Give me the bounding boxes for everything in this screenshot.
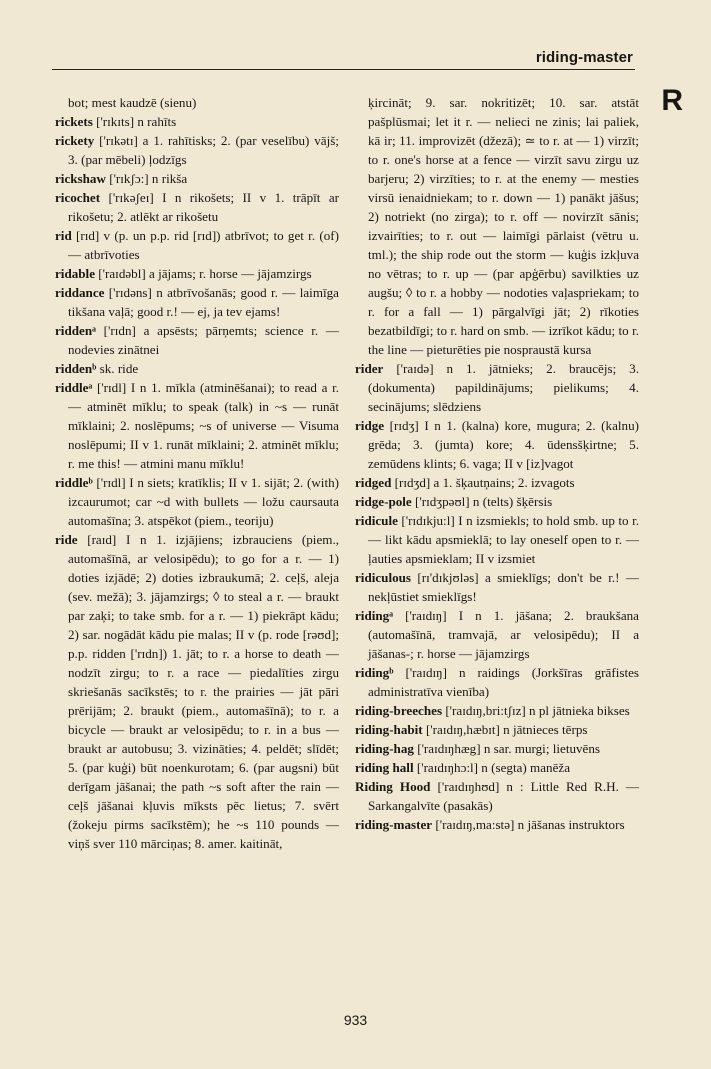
- headword: riddance: [55, 285, 105, 300]
- entry-riddance: riddance ['rɪdəns] n atbrīvošanās; good r. — laimīga tikšana vaļā; good r.! — ej, ja tev ejams!: [55, 285, 339, 319]
- continuation-text: ķircināt; 9. sar. nokritizēt; 10. sar. atstāt pašplūsmai; let it r. — nelieci ne zinis; lai paliek, kā ir; 11. improvizēt (džezā); ≃ to r. at — 1) virzīt; to r. one's horse at a fence — virzīt savu zirgu uz barjeru; 2) virzīties; to r. at the enemy — mesties virsū ienaidniekam; to r. down — 1) panākt jāšus; 2) notriekt (no zirga); to r. off — novirzīt sānis; izvairīties; to r. out — laimīgi pārlaist (vētru u. tml.); the ship rode out the storm — kuģis izkļuva no vētras; to r. up — (par apģērbu) savilkties uz augšu; ◊ to r. a hobby — nodoties vaļaspriekam; to r. for a fall — 1) pārgalvīgi jāt; 2) rīkoties bezatbildīgi; to r. hard on smb. — izrīkot kādu; to r. the line — pieturēties pie nospraustā kursa: [368, 95, 639, 357]
- entry-ridge-pole: ridge-pole ['rɪdʒpəʊl] n (telts) šķērsis: [355, 494, 553, 509]
- headword: rickety: [55, 133, 95, 148]
- header-rule: [52, 69, 635, 70]
- entry-riding-habit: riding-habit ['raɪdɪŋ,hæbɪt] n jātnieces tērps: [355, 722, 588, 737]
- headword: Riding Hood: [355, 779, 431, 794]
- entry-ridable: ridable ['raɪdəbl] a jājams; r. horse — jājamzirgs: [55, 266, 312, 281]
- left-column: [55, 93, 339, 853]
- headword: ridiculous: [355, 570, 412, 585]
- headword: rider: [355, 361, 384, 376]
- entry-riding-b: ridingᵇ ['raɪdɪŋ] n raidings (Jorkšīras grāfistes administratīva vienība): [355, 665, 639, 699]
- entry-riding-master: riding-master ['raɪdɪŋ,ma:stə] n jāšanas instruktors: [355, 817, 625, 832]
- entry-riding-a: ridingᵃ ['raɪdɪŋ] I n 1. jāšana; 2. braukšana (automašīnā, tramvajā, ar velosipēdu); II a jāšanas-; r. horse — jājamzirgs: [355, 608, 639, 661]
- entry-riddle-a: riddleᵃ ['rɪdl] I n 1. mīkla (atminēšanai); to read a r. — atminēt mīklu; to speak (talk) in ~s — runāt mīklaini; 2. noslēpums; ~s of universe — Visuma noslēpumi; II v 1. runāt mīklaini; 2. atminēt mīklu; r. me this! — atmini manu mīklu!: [55, 380, 339, 471]
- entry-rider: rider ['raɪdə] n 1. jātnieks; 2. braucējs; 3. (dokumenta) papildinājums; pielikums; 4. secinājums; slēdziens: [355, 361, 639, 414]
- entry-rickshaw: rickshaw ['rɪkʃɔ:] n rikša: [55, 171, 188, 186]
- page-number: 933: [343, 1012, 368, 1028]
- continuation-text: bot; mest kaudzē (sienu): [68, 95, 197, 110]
- entry-ridden-a: riddenᵃ ['rɪdn] a apsēsts; pārņemts; science r. — nodevies zinātnei: [55, 323, 339, 357]
- headword: ricochet: [55, 190, 101, 205]
- running-head: riding-master: [535, 49, 633, 66]
- entry-ridden-b: riddenᵇ sk. ride: [55, 361, 139, 376]
- headword: riding-hag: [355, 741, 414, 756]
- entry-riding-breeches: riding-breeches ['raɪdɪŋ,bri:tʃɪz] n pl jātnieka bikses: [355, 703, 630, 718]
- headword: riddleᵃ: [55, 380, 93, 395]
- headword: riding hall: [355, 760, 414, 775]
- entry-riding-hood: Riding Hood ['raɪdɪŋhʊd] n : Little Red R.H. — Sarkangalvīte (pasakās): [355, 779, 639, 813]
- entry-ridicule: ridicule ['rɪdɪkju:l] I n izsmiekls; to hold smb. up to r. — likt kādu apsmieklā; to lay oneself open to r. — ļauties apsmieklam; II v izsmiet: [355, 513, 639, 566]
- headword: ridingᵇ: [355, 665, 394, 680]
- entry-rickets: rickets ['rɪkɪts] n rahīts: [55, 114, 177, 129]
- thumb-index-letter: R: [661, 84, 683, 117]
- headword: ridge: [355, 418, 385, 433]
- headword: ridingᵃ: [355, 608, 394, 623]
- headword: rickets: [55, 114, 93, 129]
- headword: rid: [55, 228, 72, 243]
- entry-riddle-b: riddleᵇ ['rɪdl] I n siets; kratīklis; II v 1. sijāt; 2. (with) izcaurumot; car ~d with bullets — ložu caursauta automašīna; 3. atspēkot (piem., teoriju): [55, 475, 339, 528]
- entry-riding-hag: riding-hag ['raɪdɪŋhæg] n sar. murgi; lietuvēns: [355, 741, 600, 756]
- headword: ridge-pole: [355, 494, 412, 509]
- entry-ridged: ridged [rɪdʒd] a 1. šķautņains; 2. izvagots: [355, 475, 575, 490]
- headword: ridged: [355, 475, 392, 490]
- headword: riding-master: [355, 817, 433, 832]
- entry-ridge: ridge [rɪdʒ] I n 1. (kalna) kore, mugura; 2. (kalnu) grēda; 3. (jumta) kore; 4. ūdensšķirtne; 5. zemūdens klints; 6. vaga; II v [iz]vagot: [355, 418, 639, 471]
- headword: ridicule: [355, 513, 398, 528]
- headword: riddleᵇ: [55, 475, 93, 490]
- headword: rickshaw: [55, 171, 106, 186]
- entry-rickety: rickety ['rɪkətɪ] a 1. rahītisks; 2. (par veselību) vājš; 3. (par mēbeli) ļodzīgs: [55, 133, 339, 167]
- headword: riddenᵃ: [55, 323, 96, 338]
- headword: riding-habit: [355, 722, 423, 737]
- headword: ride: [55, 532, 78, 547]
- entry-ridiculous: ridiculous [rɪ'dɪkjʊləs] a smieklīgs; don't be r.! — nekļūstiet smieklīgs!: [355, 570, 639, 604]
- entry-ricochet: ricochet ['rɪkəʃeɪ] I n rikošets; II v 1. trāpīt ar rikošetu; 2. atlēkt ar rikošetu: [55, 190, 339, 224]
- right-column: [355, 93, 639, 834]
- entry-riding-hall: riding hall ['raɪdɪŋhɔ:l] n (segta) manēža: [355, 760, 571, 775]
- entry-rid: rid [rɪd] v (p. un p.p. rid [rɪd]) atbrīvot; to get r. (of) — atbrīvoties: [55, 228, 339, 262]
- headword: ridable: [55, 266, 96, 281]
- headword: riding-breeches: [355, 703, 443, 718]
- entry-ride: ride [raɪd] I n 1. izjājiens; izbrauciens (piem., automašīnā, ar velosipēdu); to go for a r. — 1) doties izjādē; 2) doties izbraukumā; 2. ceļš, aleja (sev. mežā); 3. jājamzirgs; ◊ to steal a r. — braukt par zaķi; to take smb. for a r. — 1) piekrāpt kādu; 2) sar. nogādāt kādu pie malas; II v (p. rode [rəʊd]; p.p. ridden ['rɪdn]) 1. jāt; to r. a horse to death — nodzīt zirgu; to r. a race — piedalīties zirgu skriešanās sacīkstēs; to r. the prairies — jāt pāri prērijām; 2. braukt (piem., automašīnā); to r. a bicycle — braukt ar velosipēdu; to r. in a bus — braukt ar autobusu; 3. vizināties; 4. peldēt; slīdēt; 5. (par kuģi) būt noenkurotam; 6. (par augsni) būt derīgam jāšanai; the path ~s soft after the rain — ceļš jāšanai kļuvis mīksts pēc lietus; 7. svērt (žokeju pirms sacīkstēm); he ~s 110 pounds — viņš sver 110 mārciņas; 8. amer. kaitināt,: [55, 532, 339, 851]
- headword: riddenᵇ: [55, 361, 97, 376]
